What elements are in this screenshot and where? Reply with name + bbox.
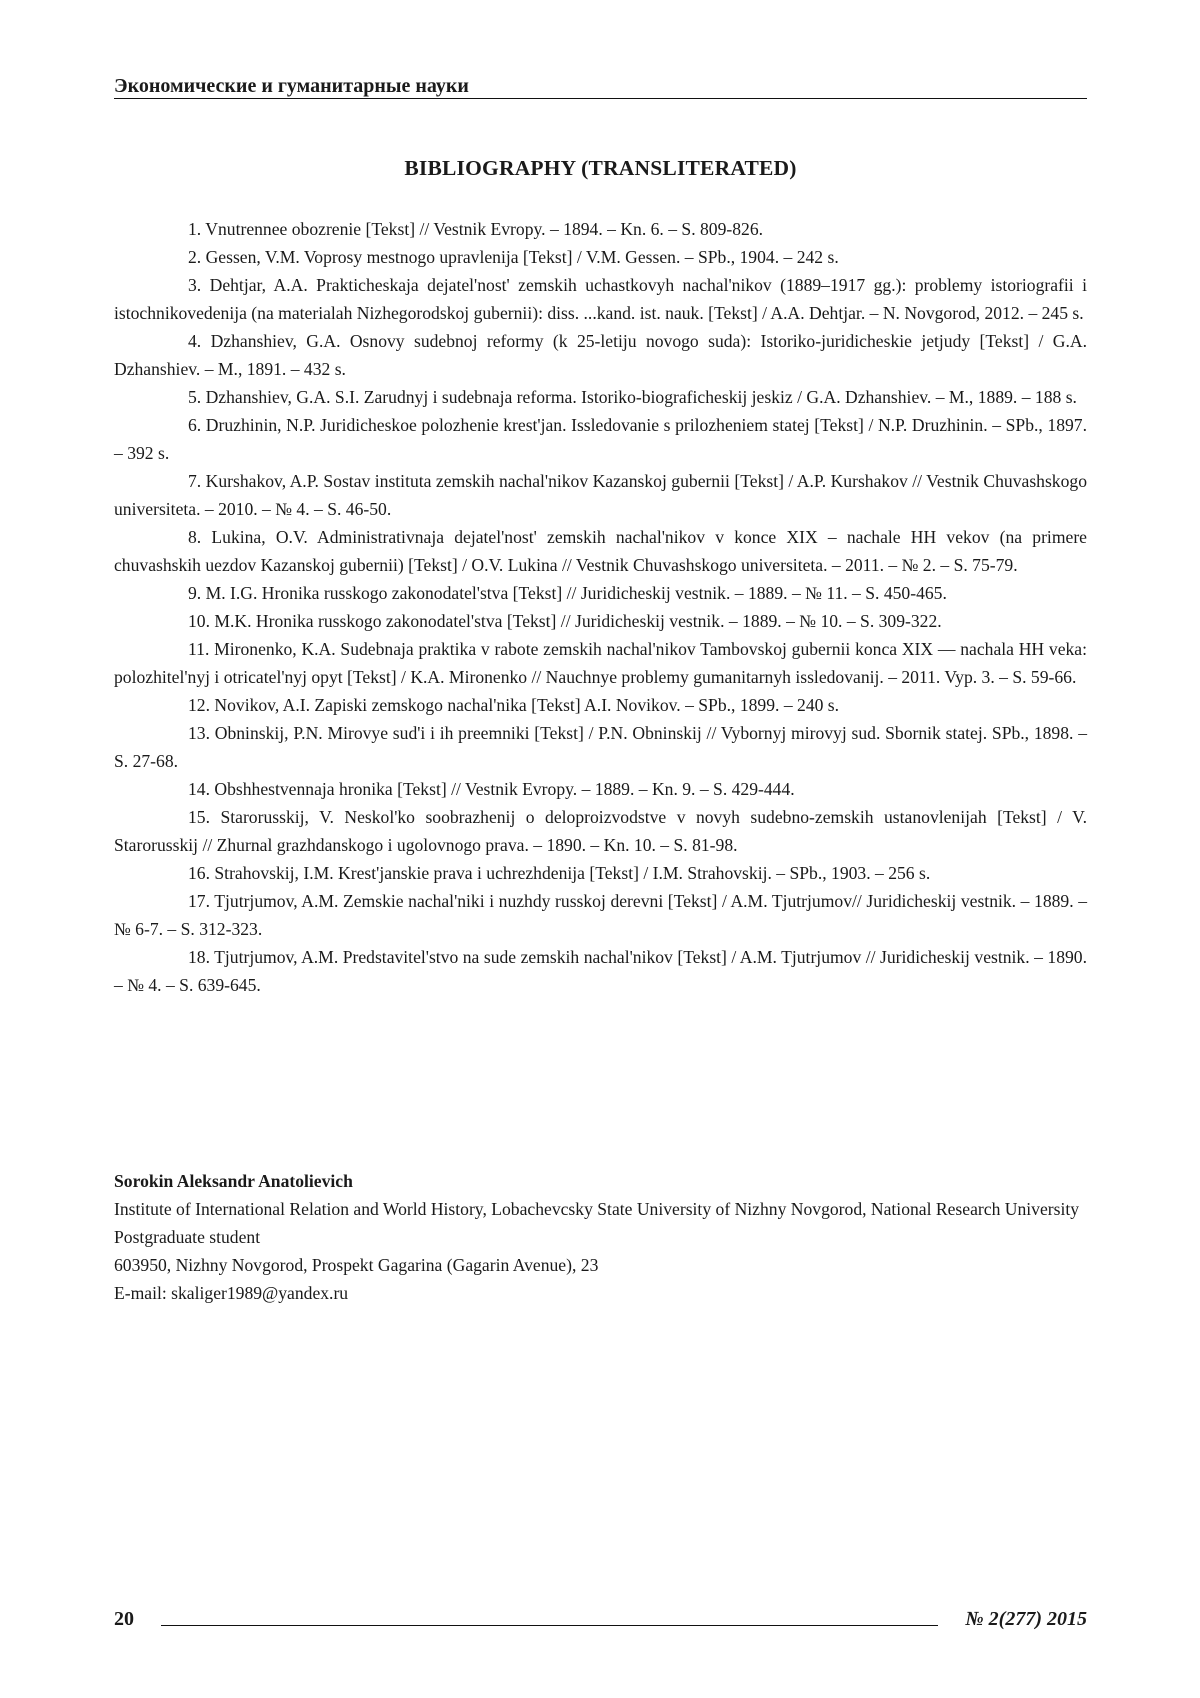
- page-footer: [114, 1608, 1087, 1638]
- reference-item: 15. Starorusskij, V. Neskol'ko soobrazhenij o deloproizvodstve v novyh sudebno-zemskih ustanovlenijah [Tekst] / V. Starorusskij // Zhurnal grazhdanskogo i ugolovnogo prava. – 1890. – Kn. 10. – S. 81-98.: [114, 803, 1087, 859]
- reference-item: 16. Strahovskij, I.M. Krest'janskie prava i uchrezhdenija [Tekst] / I.M. Strahovskij. – SPb., 1903. – 256 s.: [114, 859, 1087, 887]
- reference-item: 11. Mironenko, K.A. Sudebnaja praktika v rabote zemskih nachal'nikov Tambovskoj gubernii konca XIX — nachala HH veka: polozhitel'nyj i otricatel'nyj opyt [Tekst] / K.A. Mironenko // Nauchnye problemy gumanitarnyh issledovanij. – 2011. Vyp. 3. – S. 59-66.: [114, 635, 1087, 691]
- reference-item: 18. Tjutrjumov, A.M. Predstavitel'stvo na sude zemskih nachal'nikov [Tekst] / A.M. Tjutrjumov // Juridicheskij vestnik. – 1890. – № 4. – S. 639-645.: [114, 943, 1087, 999]
- author-email: E-mail: skaliger1989@yandex.ru: [114, 1279, 1087, 1307]
- reference-item: 2. Gessen, V.M. Voprosy mestnogo upravlenija [Tekst] / V.M. Gessen. – SPb., 1904. – 242 s.: [114, 243, 1087, 271]
- reference-item: 8. Lukina, O.V. Administrativnaja dejatel'nost' zemskih nachal'nikov v konce XIX – nachale HH vekov (na primere chuvashskih uezdov Kazanskoj gubernii) [Tekst] / O.V. Lukina // Vestnik Chuvashskogo universiteta. – 2011. – № 2. – S. 75-79.: [114, 523, 1087, 579]
- author-info: [114, 1167, 1087, 1307]
- reference-item: 1. Vnutrennee obozrenie [Tekst] // Vestnik Evropy. – 1894. – Kn. 6. – S. 809-826.: [114, 215, 1087, 243]
- reference-item: 9. M. I.G. Hronika russkogo zakonodatel'stva [Tekst] // Juridicheskij vestnik. – 1889. – № 11. – S. 450-465.: [114, 579, 1087, 607]
- reference-item: 12. Novikov, A.I. Zapiski zemskogo nachal'nika [Tekst] A.I. Novikov. – SPb., 1899. – 240 s.: [114, 691, 1087, 719]
- author-position: Postgraduate student: [114, 1223, 1087, 1251]
- reference-item: 4. Dzhanshiev, G.A. Osnovy sudebnoj reformy (k 25-letiju novogo suda): Istoriko-juridicheskie jetjudy [Tekst] / G.A. Dzhanshiev. – M., 1891. – 432 s.: [114, 327, 1087, 383]
- reference-item: 10. M.K. Hronika russkogo zakonodatel'stva [Tekst] // Juridicheskij vestnik. – 1889. – № 10. – S. 309-322.: [114, 607, 1087, 635]
- issue-number: № 2(277) 2015: [965, 1608, 1087, 1631]
- reference-item: 7. Kurshakov, A.P. Sostav instituta zemskih nachal'nikov Kazanskoj gubernii [Tekst] / A.P. Kurshakov // Vestnik Chuvashskogo universiteta. – 2010. – № 4. – S. 46-50.: [114, 467, 1087, 523]
- reference-item: 5. Dzhanshiev, G.A. S.I. Zarudnyj i sudebnaja reforma. Istoriko-biograficheskij jeskiz / G.A. Dzhanshiev. – M., 1889. – 188 s.: [114, 383, 1087, 411]
- reference-item: 3. Dehtjar, A.A. Prakticheskaja dejatel'nost' zemskih uchastkovyh nachal'nikov (1889–1917 gg.): problemy istoriografii i istochnikovedenija (na materialah Nizhegorodskoj gubernii): diss. ...kand. ist. nauk. [Tekst] / A.A. Dehtjar. – N. Novgorod, 2012. – 245 s.: [114, 271, 1087, 327]
- reference-list: [114, 215, 1087, 999]
- reference-item: 6. Druzhinin, N.P. Juridicheskoe polozhenie krest'jan. Issledovanie s prilozheniem statej [Tekst] / N.P. Druzhinin. – SPb., 1897. – 392 s.: [114, 411, 1087, 467]
- bibliography-title: BIBLIOGRAPHY (TRANSLITERATED): [114, 156, 1087, 181]
- reference-item: 17. Tjutrjumov, A.M. Zemskie nachal'niki i nuzhdy russkoj derevni [Tekst] / A.M. Tjutrjumov// Juridicheskij vestnik. – 1889. – № 6-7. – S. 312-323.: [114, 887, 1087, 943]
- author-name: Sorokin Aleksandr Anatolievich: [114, 1167, 1087, 1195]
- author-affiliation: Institute of International Relation and World History, Lobachevcsky State University of Nizhny Novgorod, National Research University: [114, 1195, 1087, 1223]
- page-number: 20: [114, 1608, 134, 1631]
- author-address: 603950, Nizhny Novgorod, Prospekt Gagarina (Gagarin Avenue), 23: [114, 1251, 1087, 1279]
- reference-item: 14. Obshhestvennaja hronika [Tekst] // Vestnik Evropy. – 1889. – Kn. 9. – S. 429-444.: [114, 775, 1087, 803]
- running-head: Экономические и гуманитарные науки: [114, 74, 1087, 99]
- footer-rule: [161, 1625, 938, 1626]
- reference-item: 13. Obninskij, P.N. Mirovye sud'i i ih preemniki [Tekst] / P.N. Obninskij // Vybornyj mirovyj sud. Sbornik statej. SPb., 1898. – S. 27-68.: [114, 719, 1087, 775]
